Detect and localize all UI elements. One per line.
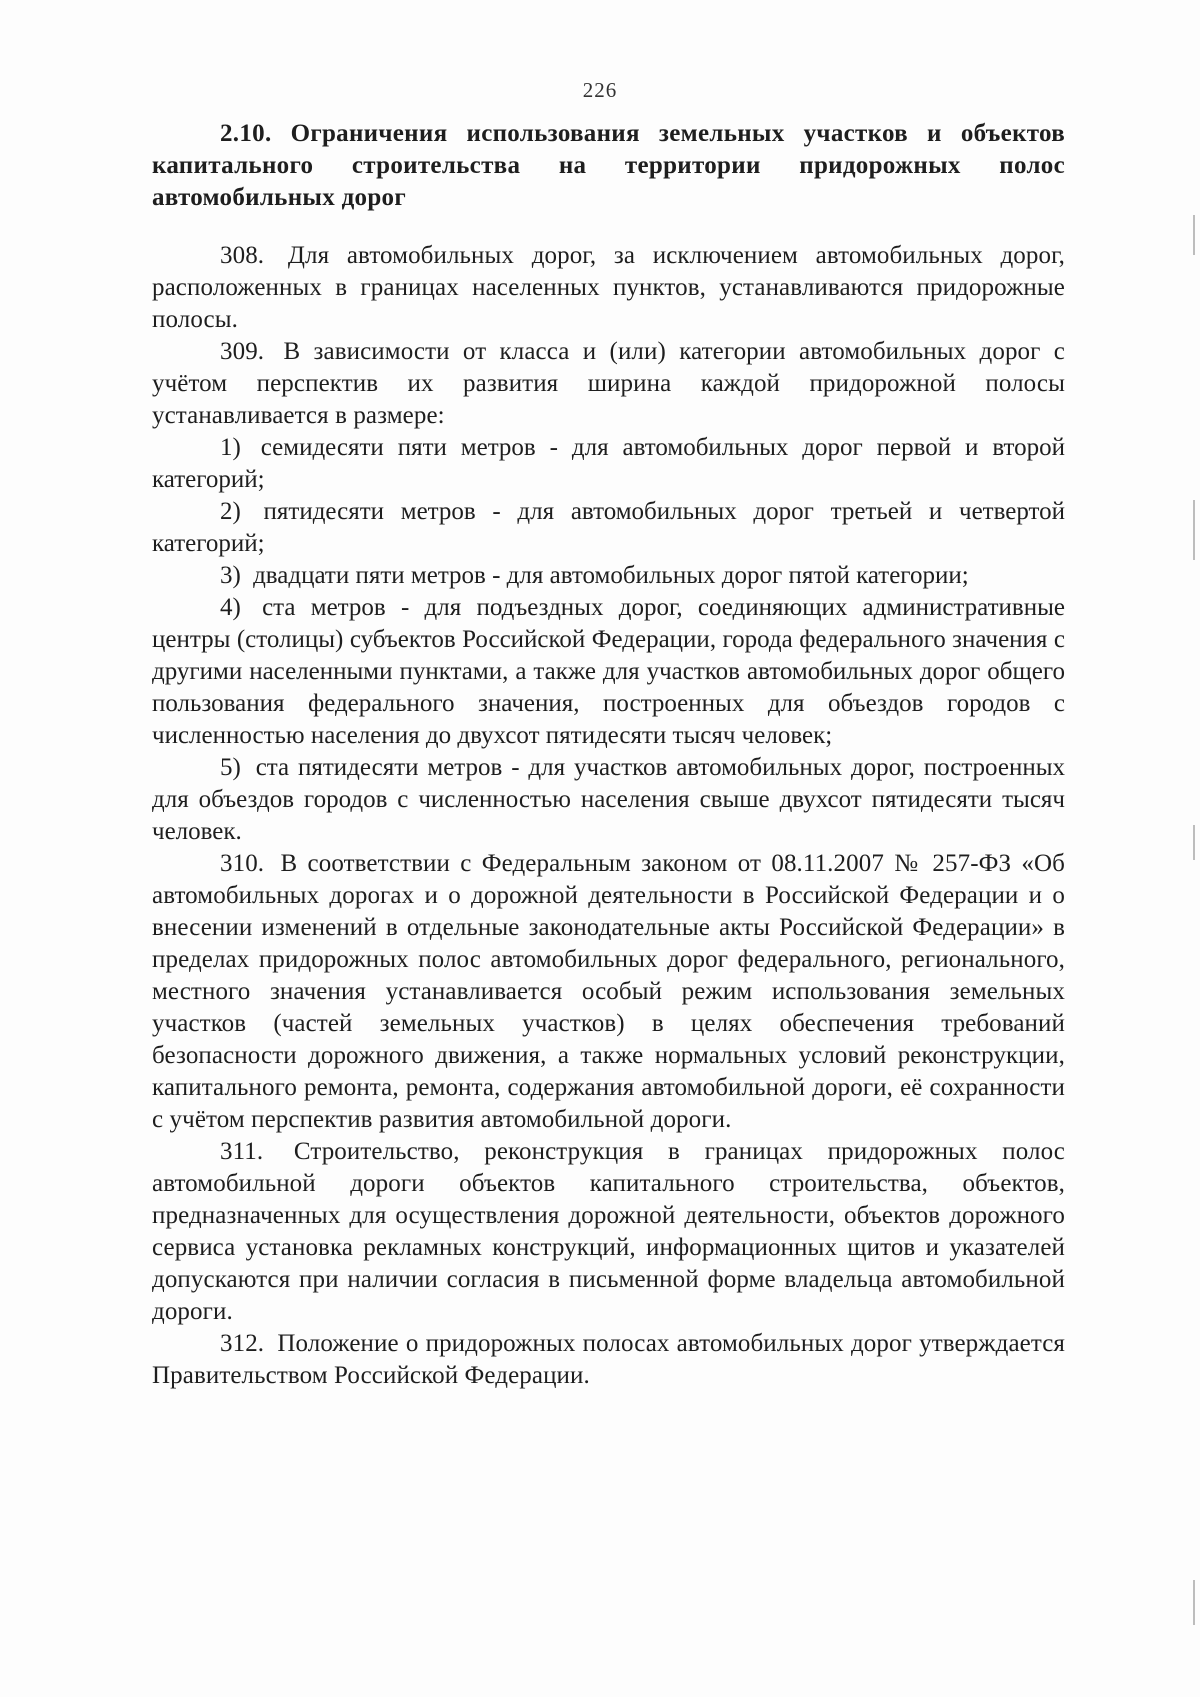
list-item-4 bbox=[152, 592, 1065, 752]
list-text: семидесяти пяти метров - для автомобильных дорог первой и второй категорий; bbox=[152, 434, 1066, 493]
paragraph-310 bbox=[152, 848, 1065, 1136]
paragraph-text: Строительство, реконструкция в границах придорожных полос автомобильной дороги объектов капитального строительства, объектов, предназначенных для осуществления дорожной деятельности, объектов дорожного сервиса установка рекламных конструкций, информационных щитов и указателей допускаются при наличии согласия в письменной форме владельца автомобильной дороги. bbox=[152, 1138, 1065, 1325]
paragraph-309 bbox=[152, 336, 1065, 432]
paragraph-text: Для автомобильных дорог, за исключением автомобильных дорог, расположенных в границах населенных пунктов, устанавливаются придорожные полосы. bbox=[152, 242, 1065, 333]
scan-artifact bbox=[1193, 1580, 1195, 1625]
list-number: 1) bbox=[220, 434, 241, 461]
paragraph-number: 312. bbox=[220, 1330, 265, 1357]
list-number: 4) bbox=[220, 594, 241, 621]
paragraph-number: 308. bbox=[220, 242, 265, 269]
scan-artifact bbox=[1193, 500, 1195, 560]
list-number: 5) bbox=[220, 754, 241, 781]
paragraph-number: 309. bbox=[220, 338, 265, 365]
paragraph-311 bbox=[152, 1136, 1065, 1328]
paragraph-308 bbox=[152, 240, 1065, 336]
paragraph-text: Положение о придорожных полосах автомобильных дорог утверждается Правительством Российской Федерации. bbox=[152, 1330, 1065, 1389]
paragraph-number: 310. bbox=[220, 850, 265, 877]
list-item-2 bbox=[152, 496, 1065, 560]
scan-artifact bbox=[1193, 825, 1195, 860]
paragraph-text: В зависимости от класса и (или) категории автомобильных дорог с учётом перспектив их развития ширина каждой придорожной полосы устанавливается в размере: bbox=[152, 338, 1065, 429]
scan-artifact bbox=[1193, 215, 1195, 255]
section-heading: 2.10. Ограничения использования земельных участков и объектов капитального строительства на территории придорожных полос автомобильных дорог bbox=[152, 120, 1065, 211]
document-body bbox=[152, 118, 1065, 1392]
list-item-1 bbox=[152, 432, 1065, 496]
list-item-5 bbox=[152, 752, 1065, 848]
paragraph-312 bbox=[152, 1328, 1065, 1392]
page-number: 226 bbox=[582, 78, 618, 102]
list-text: пятидесяти метров - для автомобильных дорог третьей и четвертой категорий; bbox=[152, 498, 1065, 557]
paragraph-number: 311. bbox=[220, 1138, 264, 1165]
paragraph-text: В соответствии с Федеральным законом от 08.11.2007 № 257-ФЗ «Об автомобильных дорогах и о дорожной деятельности в Российской Федерации и о внесении изменений в отдельные законодательные акты Российской Федерации» в пределах придорожных полос автомобильных дорог федерального, регионального, местного значения устанавливается особый режим использования земельных участков (частей земельных участков) в целях обеспечения требований безопасности дорожного движения, а также нормальных условий реконструкции, капитального ремонта, ремонта, содержания автомобильной дороги, её сохранности с учётом перспектив развития автомобильной дороги. bbox=[152, 850, 1065, 1133]
list-text: ста метров - для подъездных дорог, соединяющих административные центры (столицы) субъектов Российской Федерации, города федерального значения с другими населенными пунктами, а также для участков автомобильных дорог общего пользования федерального значения, построенных для объездов городов с численностью населения до двухсот пятидесяти тысяч человек; bbox=[152, 594, 1065, 749]
list-text: ста пятидесяти метров - для участков автомобильных дорог, построенных для объездов городов с численностью населения свыше двухсот пятидесяти тысяч человек. bbox=[152, 754, 1066, 845]
list-item-3 bbox=[152, 560, 1065, 592]
list-text: двадцати пяти метров - для автомобильных дорог пятой категории; bbox=[253, 562, 969, 589]
list-number: 3) bbox=[220, 562, 241, 589]
list-number: 2) bbox=[220, 498, 241, 525]
